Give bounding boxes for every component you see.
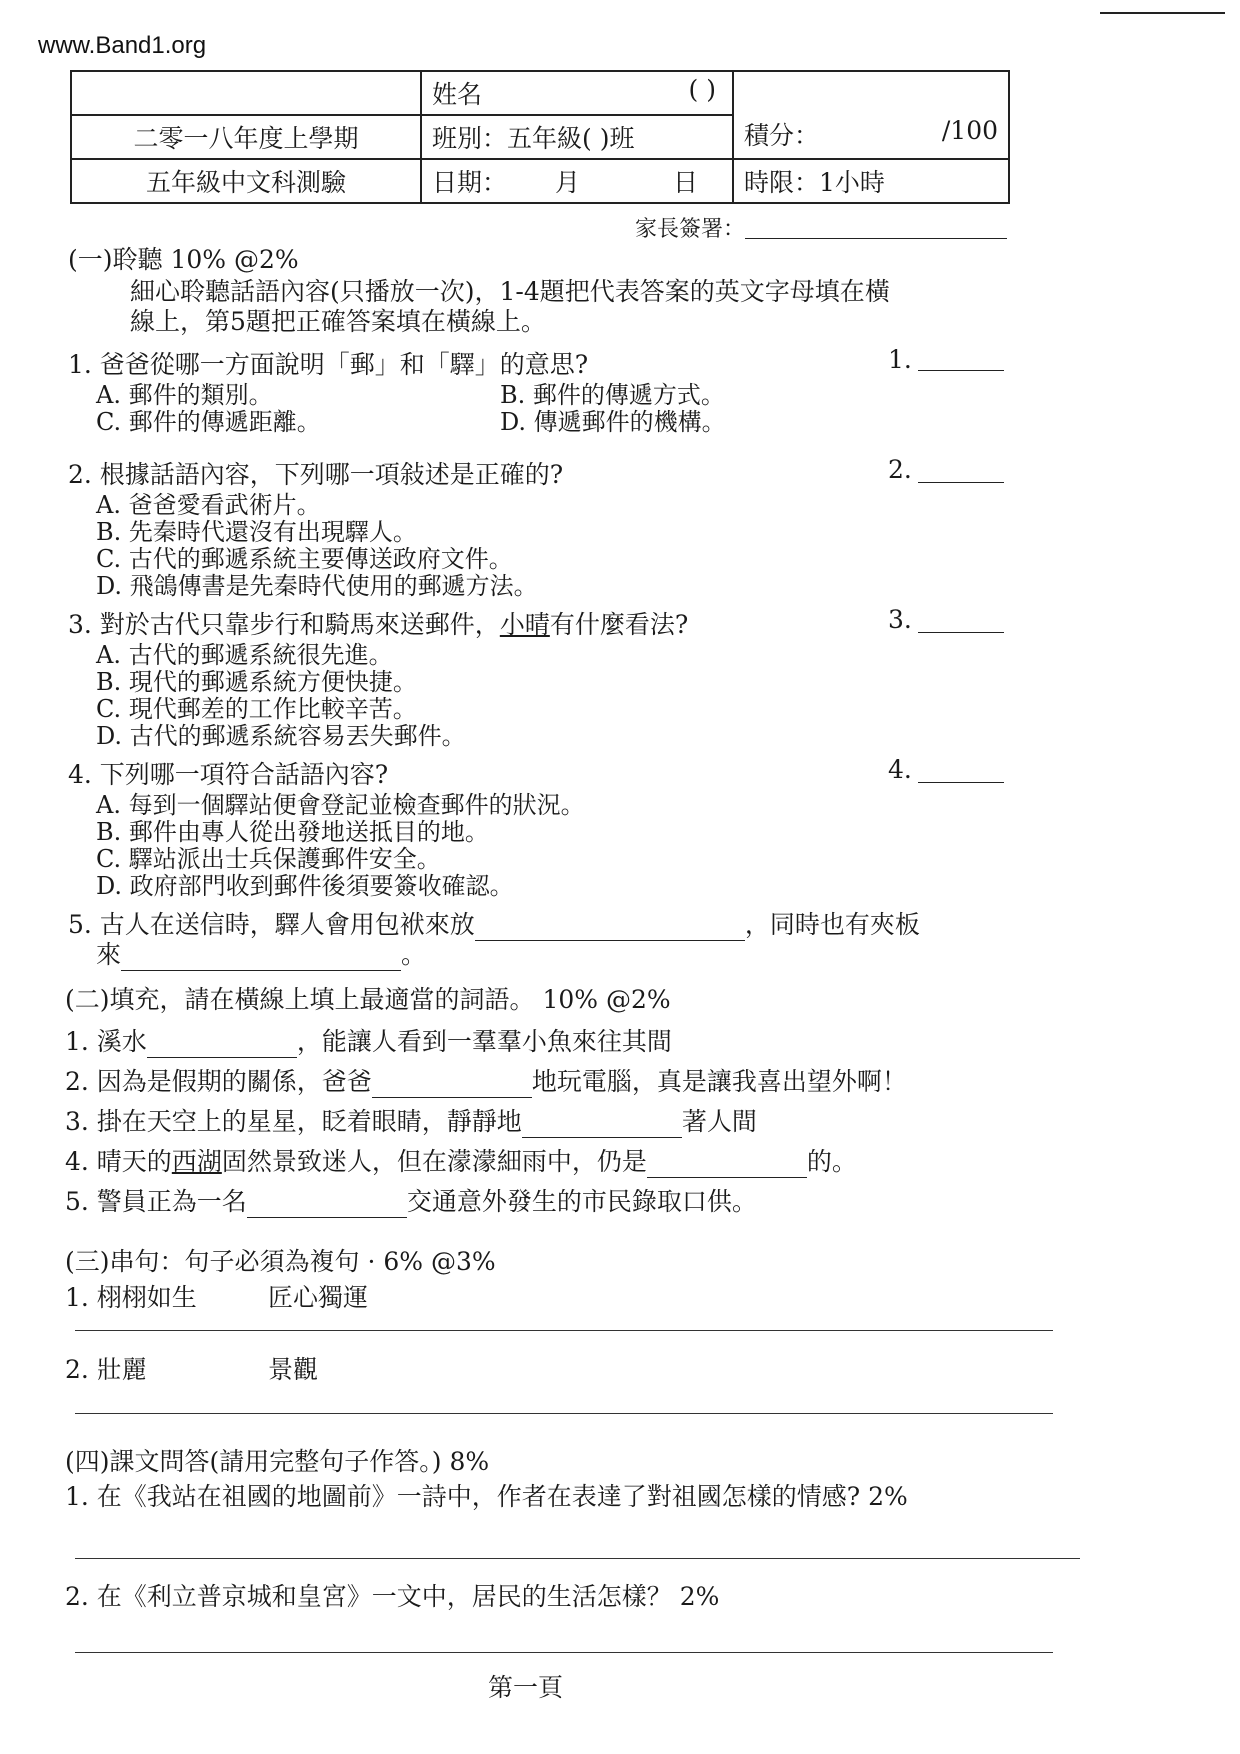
reading-answer-2-line[interactable] (75, 1652, 1053, 1653)
class-cell (421, 115, 733, 159)
q1-number: 1. (888, 345, 912, 374)
q2-option-d: D. 飛鴿傳書是先秦時代使用的郵遞方法。 (96, 572, 538, 600)
q1-answer-line (918, 370, 1004, 371)
name-cell (421, 71, 733, 115)
fill-5-blank[interactable] (247, 1193, 407, 1218)
sentence-item-2-word-a: 2. 壯麗 (65, 1355, 147, 1384)
fill-2-blank[interactable] (372, 1073, 532, 1098)
reading-question-2: 2. 在《利立普京城和皇宮》一文中，居民的生活怎樣？ 2% (65, 1582, 720, 1611)
q2-number: 2. (888, 455, 912, 484)
q2-option-a: A. 爸爸愛看武術片。 (96, 491, 321, 519)
fill-3-blank[interactable] (522, 1113, 682, 1138)
subject-cell (71, 159, 421, 203)
fill-item-1 (65, 1022, 672, 1058)
q2-option-c: C. 古代的郵遞系統主要傳送政府文件。 (96, 545, 513, 573)
q3-stem-post: 有什麼看法? (549, 610, 689, 639)
fill-1-pre: 1. 溪水 (65, 1027, 147, 1056)
parent-sign-line (745, 238, 1007, 239)
fill-1-post: ，能讓人看到一羣羣小魚來往其間 (296, 1027, 672, 1056)
part1-instruction-2: 線上，第5題把正確答案填在橫線上。 (130, 307, 546, 336)
q4-option-a: A. 每到一個驛站便會登記並檢查郵件的狀況。 (96, 791, 585, 819)
q4-number: 4. (888, 755, 912, 784)
q5-mid: ，同時也有夾板 (744, 910, 920, 939)
q1-option-a: A. 郵件的類別。 (96, 381, 273, 409)
fill-5-pre: 5. 警員正為一名 (65, 1187, 247, 1216)
date-label: 日期： (432, 168, 508, 197)
part1-title: (一)聆聽 10% @2% (68, 245, 299, 274)
q3-option-b: B. 現代的郵遞系統方便快捷。 (96, 668, 417, 696)
score-cell (733, 71, 1009, 159)
page-footer: 第一頁 (488, 1673, 564, 1702)
subject-text: 五年級中文科測驗 (145, 168, 346, 197)
q1-stem: 1. 爸爸從哪一方面說明「郵」和「驛」的意思? (68, 350, 589, 379)
q1-option-d: D. 傳遞郵件的機構。 (500, 408, 726, 436)
q2-option-b: B. 先秦時代還沒有出現驛人。 (96, 518, 417, 546)
q3-number: 3. (888, 605, 912, 634)
q2-stem: 2. 根據話語內容，下列哪一項敍述是正確的? (68, 460, 564, 489)
top-edge-line (1100, 12, 1225, 14)
q1-option-b: B. 郵件的傳遞方式。 (500, 381, 725, 409)
date-cell (421, 159, 733, 203)
fill-3-pre: 3. 掛在天空上的星星，眨着眼睛，靜靜地 (65, 1107, 522, 1136)
fill-2-pre: 2. 因為是假期的關係，爸爸 (65, 1067, 372, 1096)
score-total: /100 (941, 116, 998, 145)
header-blank-cell (71, 71, 421, 115)
fill-item-3 (65, 1102, 757, 1138)
fill-item-4 (65, 1142, 857, 1178)
fill-4-place: 西湖 (171, 1147, 222, 1176)
part2-title: (二)填充，請在橫線上填上最適當的詞語。 10% @2% (65, 985, 671, 1014)
q5-blank-1[interactable] (475, 916, 745, 941)
q5-pre: 5. 古人在送信時，驛人會用包袱來放 (68, 910, 475, 939)
q5-line2-pre: 來 (96, 940, 122, 969)
fill-3-post: 著人間 (681, 1107, 757, 1136)
q3-option-c: C. 現代郵差的工作比較辛苦。 (96, 695, 417, 723)
q4-option-d: D. 政府部門收到郵件後須要簽收確認。 (96, 872, 514, 900)
date-month: 月 (554, 168, 580, 197)
q2-answer-line (918, 482, 1004, 483)
q4-option-b: B. 郵件由專人從出發地送抵目的地。 (96, 818, 489, 846)
q3-option-d: D. 古代的郵遞系統容易丟失郵件。 (96, 722, 466, 750)
q4-answer-line (918, 782, 1004, 783)
reading-answer-1-line[interactable] (75, 1558, 1080, 1559)
q3-stem-name: 小晴 (499, 610, 550, 639)
fill-4-pre: 4. 晴天的 (65, 1147, 172, 1176)
fill-4-blank[interactable] (647, 1153, 807, 1178)
q5-line2 (96, 935, 426, 971)
q3-option-a: A. 古代的郵遞系統很先進。 (96, 641, 393, 669)
class-label: 班別：五年級( )班 (432, 124, 635, 153)
sentence-item-1-word-a: 1. 栩栩如生 (65, 1283, 197, 1312)
q4-option-c: C. 驛站派出士兵保護郵件安全。 (96, 845, 441, 873)
sentence-item-1-word-b: 匠心獨運 (268, 1283, 369, 1312)
score-label: 積分： (744, 121, 820, 150)
part3-title: (三)串句：句子必須為複句 · 6% @3% (65, 1247, 496, 1276)
date-day: 日 (672, 168, 698, 197)
q4-stem: 4. 下列哪一項符合話語內容? (68, 760, 389, 789)
q3-stem-pre: 3. 對於古代只靠步行和騎馬來送郵件， (68, 610, 500, 639)
fill-item-5 (65, 1182, 757, 1218)
time-limit: 時限：1小時 (744, 168, 885, 197)
q5-end: 。 (401, 940, 427, 969)
site-watermark: www.Band1.org (38, 32, 207, 59)
reading-question-1: 1. 在《我站在祖國的地圖前》一詩中，作者在表達了對祖國怎樣的情感? 2% (65, 1482, 908, 1511)
term-cell (71, 115, 421, 159)
fill-1-blank[interactable] (147, 1033, 297, 1058)
fill-2-post: 地玩電腦，真是讓我喜出望外啊！ (531, 1067, 907, 1096)
q1-option-c: C. 郵件的傳遞距離。 (96, 408, 321, 436)
fill-5-post: 交通意外發生的市民錄取口供。 (406, 1187, 757, 1216)
time-limit-cell (733, 159, 1009, 203)
parent-sign-label: 家長簽署： (635, 217, 746, 242)
sentence-item-2-word-b: 景觀 (268, 1355, 319, 1384)
sentence-2-answer-line[interactable] (75, 1413, 1053, 1414)
header-table (70, 70, 1010, 204)
fill-item-2 (65, 1062, 907, 1098)
fill-4-post: 的。 (806, 1147, 857, 1176)
part4-title: (四)課文問答(請用完整句子作答。) 8% (65, 1447, 490, 1476)
part1-instruction-1: 細心聆聽話語內容(只播放一次)，1-4題把代表答案的英文字母填在橫 (130, 277, 890, 306)
q3-answer-line (918, 632, 1004, 633)
name-label: 姓名 (432, 80, 483, 109)
fill-4-mid: 固然景致迷人，但在濛濛細雨中，仍是 (221, 1147, 647, 1176)
term-text: 二零一八年度上學期 (133, 124, 359, 153)
sentence-1-answer-line[interactable] (75, 1330, 1053, 1331)
name-paren: ( ) (688, 75, 716, 104)
q5-blank-2[interactable] (121, 946, 401, 971)
